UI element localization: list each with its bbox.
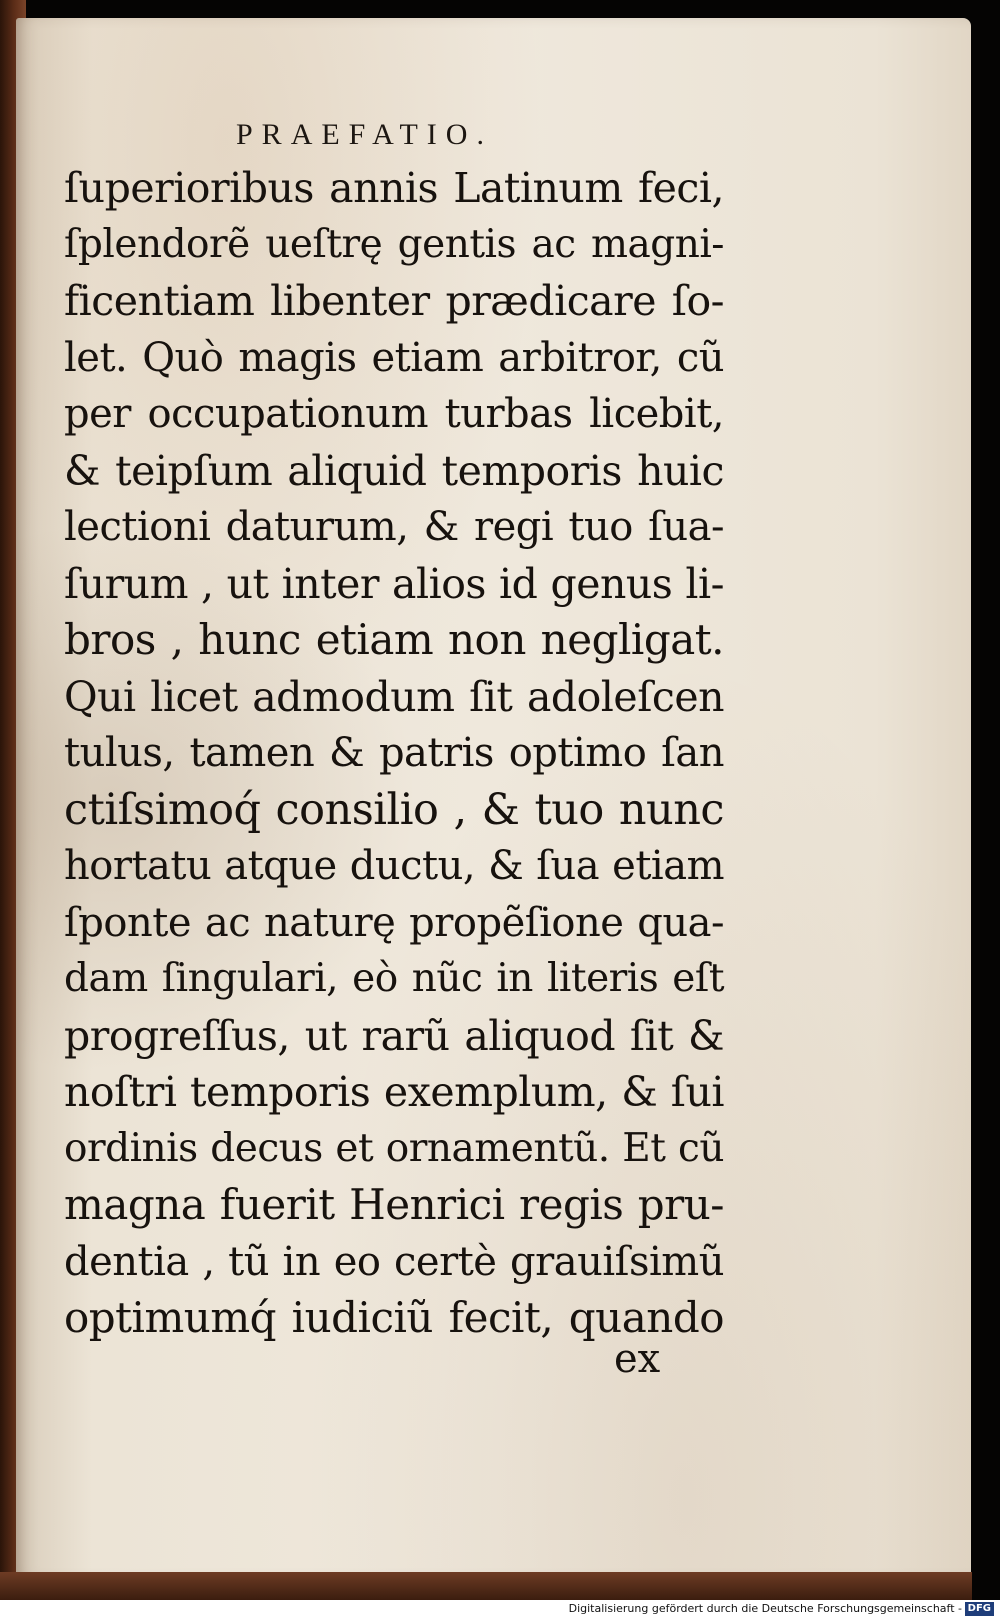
text-line-2: ſplendorẽ ueſtrę gentis ac magni-: [64, 221, 724, 267]
dfg-logo: DFG: [965, 1602, 994, 1616]
text-line-18: ordinis decus et ornamentũ. Et cũ: [64, 1125, 724, 1171]
text-line-13: hortatu atque ductu, & ſua etiam: [64, 843, 724, 889]
catchword: ex: [614, 1336, 661, 1382]
text-line-12: ctiſsimoq́ consilio , & tuo nunc: [64, 784, 724, 835]
text-line-3: ficentiam libenter prædicare ſo-: [64, 277, 724, 325]
text-line-16: progreſſus, ut rarũ aliquod ſit &: [64, 1011, 724, 1060]
text-line-1: ſuperioribus annis Latinum feci,: [64, 164, 724, 212]
text-line-21: optimumq́ iudiciũ fecit, quando: [64, 1293, 724, 1342]
text-line-9: bros , hunc etiam non negligat.: [64, 615, 724, 664]
text-line-5: per occupationum turbas licebit,: [64, 391, 724, 437]
text-line-17: noſtri temporis exemplum, & ſui: [64, 1068, 724, 1116]
text-line-7: lectioni daturum, & regi tuo ſua-: [64, 504, 724, 550]
text-line-14: ſponte ac naturę propẽſione qua-: [64, 899, 724, 946]
digitization-footer: [0, 1600, 1000, 1619]
text-line-11: tulus, tamen & patris optimo ſan: [64, 730, 724, 776]
text-line-19: magna fuerit Henrici regis pru-: [64, 1180, 724, 1229]
text-line-15: dam ſingulari, eò nũc in literis eſt: [64, 956, 724, 1001]
text-line-6: & teipſum aliquid temporis huic: [64, 446, 724, 495]
book-page: [16, 18, 971, 1578]
text-line-20: dentia , tũ in eo certè grauiſsimũ: [64, 1238, 724, 1285]
text-line-8: ſurum , ut inter alios id genus li-: [64, 559, 724, 608]
footer-credit: Digitalisierung gefördert durch die Deutsche Forschungsgemeinschaft -: [568, 1602, 962, 1615]
text-line-10: Qui licet admodum ſit adoleſcen: [64, 672, 724, 721]
text-block: [64, 160, 724, 1347]
running-head: PRAEFATIO.: [236, 118, 493, 151]
text-line-4: let. Quò magis etiam arbitror, cũ: [64, 334, 724, 381]
page-bottom-edge: [0, 1572, 972, 1600]
